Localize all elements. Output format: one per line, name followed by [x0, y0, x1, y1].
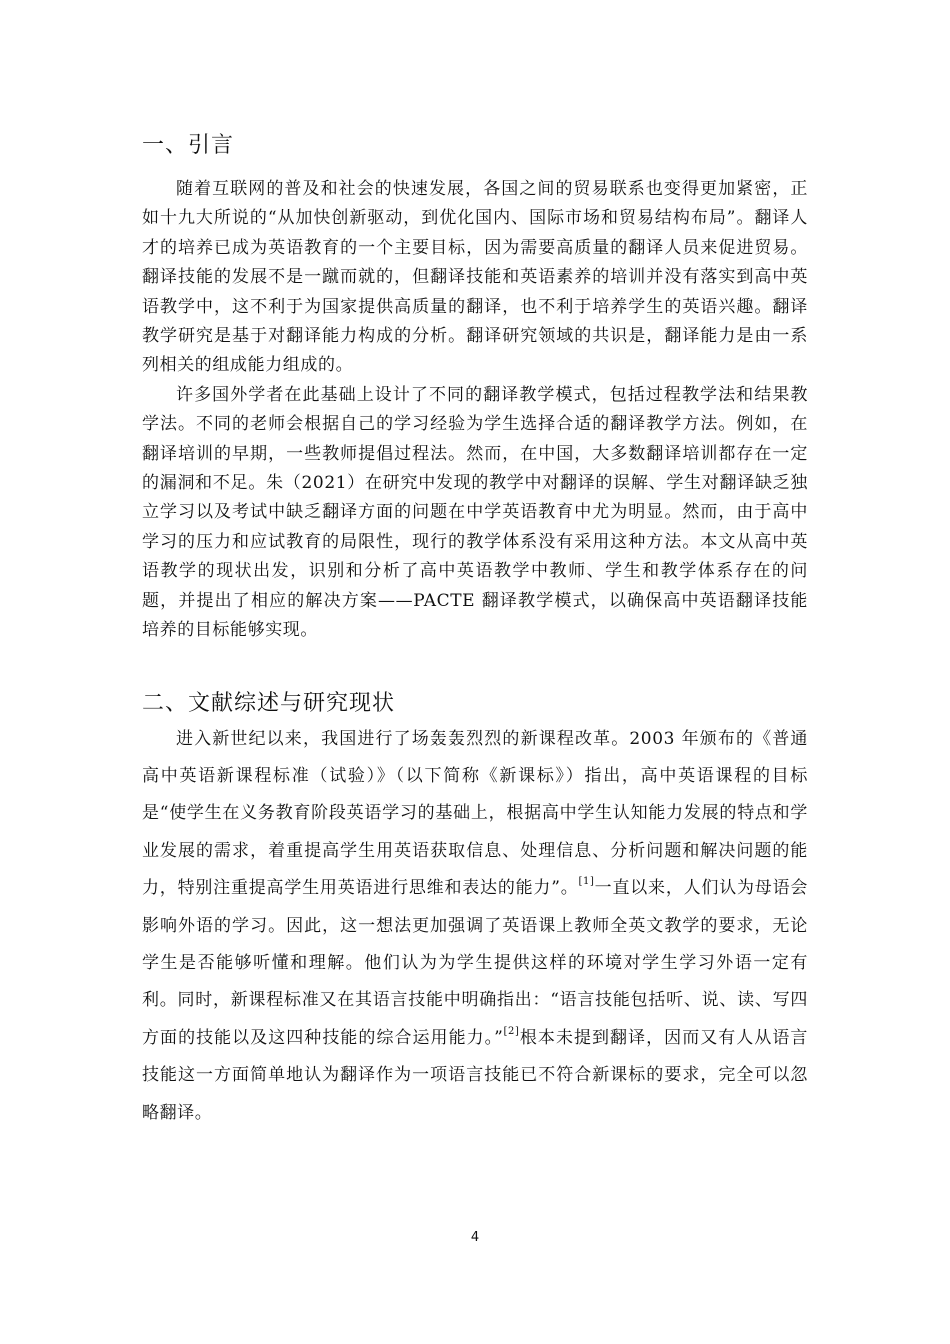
body-paragraph: 许多国外学者在此基础上设计了不同的翻译教学模式，包括过程教学法和结果教学法。不同的老师会根据自己的学习经验为学生选择合适的翻译教学方法。例如，在翻译培训的早期，一些教师提倡过程法。然而，在中国，大多数翻译培训都存在一定的漏洞和不足。朱（2021）在研究中发现的教学中对翻译的误解、学生对翻译缺乏独立学习以及考试中缺乏翻译方面的问题在中学英语教育中尤为明显。然而，由于高中学习的压力和应试教育的局限性，现行的教学体系没有采用这种方法。本文从高中英语教学的现状出发，识别和分析了高中英语教学中教师、学生和教学体系存在的问题，并提出了相应的解决方案——PACTE 翻译教学模式，以确保高中英语翻译技能培养的目标能够实现。	[142, 384, 808, 641]
section-heading-introduction: 一、引言	[142, 133, 235, 158]
body-paragraph	[142, 721, 808, 1132]
paragraph-text: 根本未提到翻译，因而又有人从语言技能这一方面简单地认为翻译作为一项语言技能已不符合新课标的要求，完全可以忽略翻译。	[142, 1027, 808, 1123]
page-number: 4	[470, 1230, 480, 1245]
citation-reference: [2]	[503, 1025, 520, 1037]
paragraph-text: 进入新世纪以来，我国进行了场轰轰烈烈的新课程改革。2003 年颁布的《普通高中英语新课程标准（试验）》（以下简称《新课标》）指出，高中英语课程的目标是“使学生在义务教育阶段英语学习的基础上，根据高中学生认知能力发展的特点和学业发展的需求，着重提高学生用英语获取信息、处理信息、分析问题和解决问题的能力，特别注重提高学生用英语进行思维和表达的能力”。	[142, 728, 808, 899]
citation-reference: [1]	[578, 876, 595, 888]
paragraph-text: 一直以来，人们认为母语会影响外语的学习。因此，这一想法更加强调了英语课上教师全英文教学的要求，无论学生是否能够听懂和理解。他们认为为学生提供这样的环境对学生学习外语一定有利。同时，新课程标准又在其语言技能中明确指出：“语言技能包括听、说、读、写四方面的技能以及这四种技能的综合运用能力。”	[142, 878, 808, 1048]
section-heading-literature-review: 二、文献综述与研究现状	[142, 690, 396, 716]
body-paragraph: 随着互联网的普及和社会的快速发展，各国之间的贸易联系也变得更加紧密，正如十九大所说的“从加快创新驱动，到优化国内、国际市场和贸易结构布局”。翻译人才的培养已成为英语教育的一个主要目标，因为需要高质量的翻译人员来促进贸易。翻译技能的发展不是一蹴而就的，但翻译技能和英语素养的培训并没有落实到高中英语教学中，这不利于为国家提供高质量的翻译，也不利于培养学生的英语兴趣。翻译教学研究是基于对翻译能力构成的分析。翻译研究领域的共识是，翻译能力是由一系列相关的组成能力组成的。	[142, 179, 808, 376]
page-body	[142, 118, 808, 1132]
